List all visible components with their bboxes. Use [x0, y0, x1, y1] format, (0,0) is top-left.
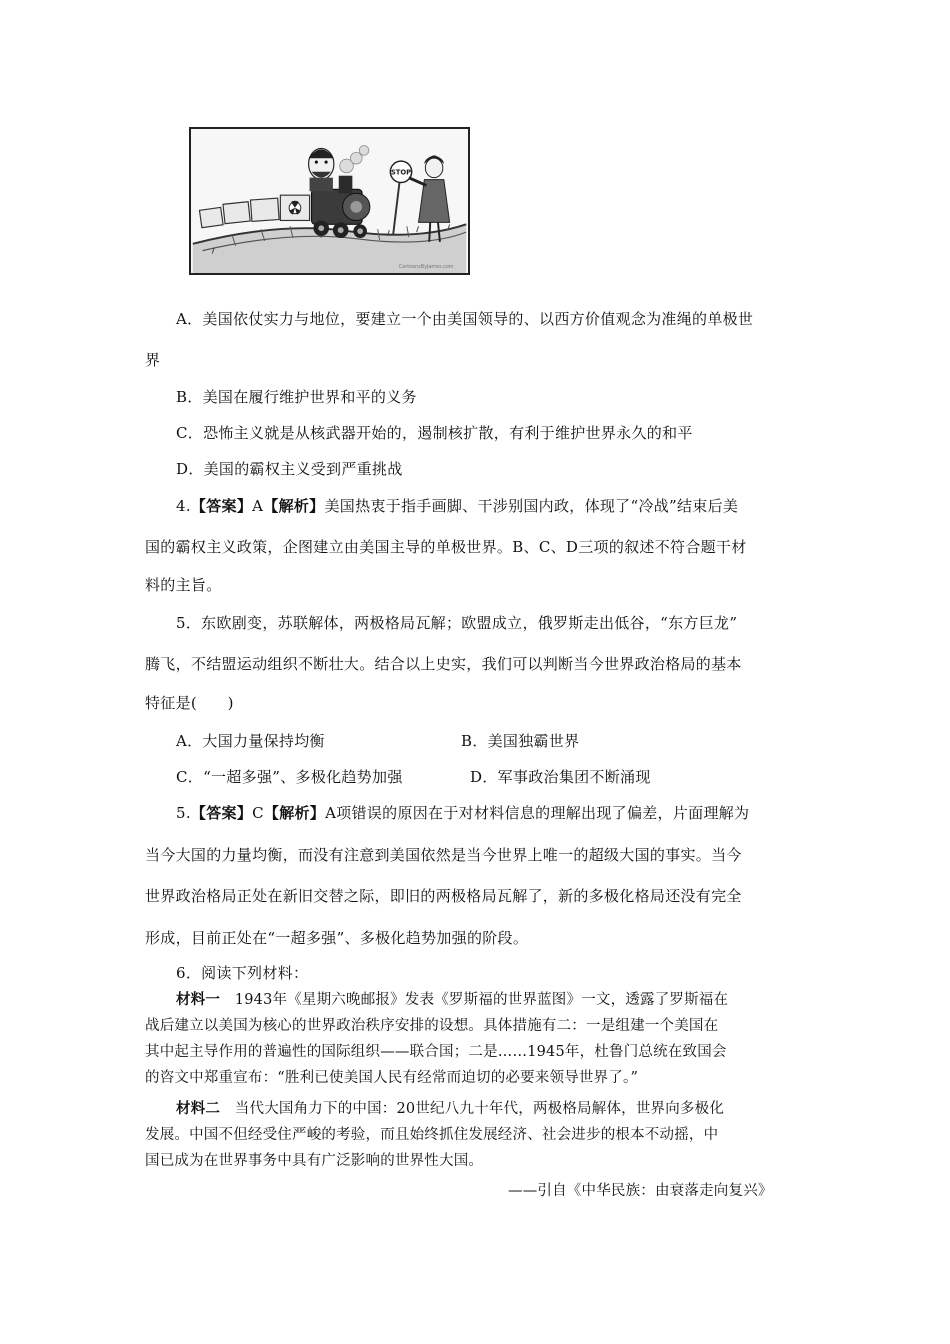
q4-option-b: B．美国在履行维护世界和平的义务 [176, 388, 417, 406]
q6-material1-line4: 的咨文中郑重宣布：“胜利已使美国人民有经常而迫切的必要来领导世界了。” [145, 1070, 639, 1086]
train-cartoon-drawing [191, 129, 468, 273]
q5-stem-line1: 5．东欧剧变，苏联解体，两极格局瓦解；欧盟成立，俄罗斯走出低谷，“东方巨龙” [176, 614, 738, 632]
q5-explanation-label: 【解析】 [263, 804, 326, 822]
q6-material2-source: ——引自《中华民族：由衰落走向复兴》 [508, 1183, 773, 1199]
q5-explanation-line2: 当今大国的力量均衡，而没有注意到美国依然是当今世界上唯一的超级大国的事实。当今 [145, 846, 742, 864]
q4-answer-line1 [176, 496, 738, 516]
q5-option-c: C．“一超多强”、多极化趋势加强 [176, 768, 403, 786]
q5-answer-number: 5. [176, 804, 191, 822]
q4-option-d: D．美国的霸权主义受到严重挑战 [176, 460, 403, 478]
q5-explanation-line4: 形成，目前正处在“一超多强”、多极化趋势加强的阶段。 [145, 929, 529, 947]
q6-material1-line1 [176, 990, 728, 1010]
q6-material2-line3: 国已成为在世界事务中具有广泛影响的世界性大国。 [145, 1153, 484, 1169]
political-cartoon-image [189, 127, 470, 275]
q5-option-d: D．军事政治集团不断涌现 [470, 768, 651, 786]
q5-option-b: B．美国独霸世界 [461, 732, 580, 750]
stop-sign-text: STOP [390, 168, 412, 177]
q5-stem-line3: 特征是( ) [145, 694, 234, 712]
q5-explanation-line3: 世界政治格局正处在新旧交替之际，即旧的两极格局瓦解了，新的多极化格局还没有完全 [145, 887, 742, 905]
q4-answer-value: A [252, 497, 264, 515]
q4-answer-label: 【答案】 [190, 497, 253, 515]
q5-stem-line2: 腾飞，不结盟运动组织不断壮大。结合以上史实，我们可以判断当今世界政治格局的基本 [145, 655, 742, 673]
q5-answer-line1 [176, 803, 749, 823]
q4-answer-number: 4. [176, 497, 191, 515]
cartoon-credit: CartoonsByJames.com [398, 264, 454, 271]
q6-material1-line2: 战后建立以美国为核心的世界政治秩序安排的设想。具体措施有二：一是组建一个美国在 [145, 1018, 719, 1034]
q6-material2-text: 当代大国角力下的中国：20世纪八九十年代，两极格局解体，世界向多极化 [220, 1101, 725, 1117]
q6-material1-text: 1943年《星期六晚邮报》发表《罗斯福的世界蓝图》一文，透露了罗斯福在 [220, 992, 729, 1008]
q6-material2-line1 [176, 1099, 724, 1119]
q4-explanation-text: 美国热衷于指手画脚、干涉别国内政，体现了“冷战”结束后美 [324, 497, 739, 515]
q5-answer-value: C [252, 804, 264, 822]
q6-material2-label: 材料二 [176, 1100, 221, 1117]
q4-explanation-label: 【解析】 [263, 497, 325, 515]
q4-explanation-line3: 料的主旨。 [145, 576, 222, 594]
q6-stem: 6．阅读下列材料： [176, 964, 309, 982]
q4-option-c: C．恐怖主义就是从核武器开始的，遏制核扩散，有利于维护世界永久的和平 [176, 424, 693, 442]
q4-explanation-line2: 国的霸权主义政策，企图建立由美国主导的单极世界。B、C、D三项的叙述不符合题干材 [145, 538, 747, 556]
q6-material1-label: 材料一 [176, 991, 221, 1008]
q6-material2-line2: 发展。中国不但经受住严峻的考验，而且始终抓住发展经济、社会进步的根本不动摇，中 [145, 1127, 719, 1143]
q6-material1-line3: 其中起主导作用的普遍性的国际组织——联合国；二是……1945年，杜鲁门总统在致国会 [145, 1044, 727, 1060]
q5-explanation-text: A项错误的原因在于对材料信息的理解出现了偏差，片面理解为 [325, 804, 750, 822]
q5-answer-label: 【答案】 [190, 804, 253, 822]
q4-option-a-line2: 界 [145, 351, 161, 369]
q4-option-a-line1: A．美国依仗实力与地位，要建立一个由美国领导的、以西方价值观念为准绳的单极世 [176, 310, 754, 328]
q5-option-a: A．大国力量保持均衡 [176, 732, 325, 750]
